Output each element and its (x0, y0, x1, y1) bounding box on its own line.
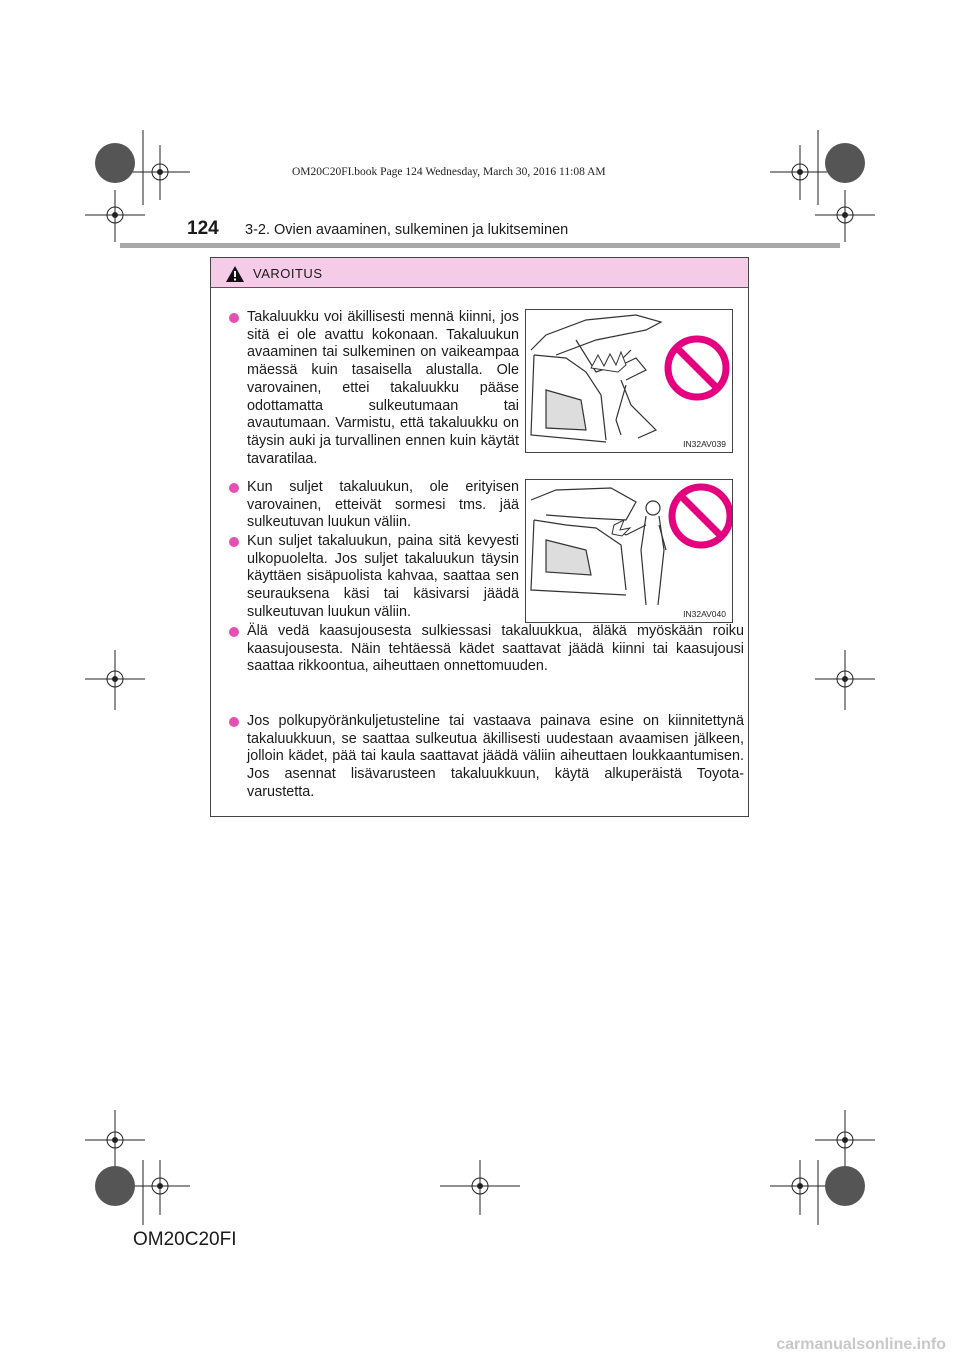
prohibited-icon (668, 339, 726, 397)
warning-item-text: Takaluukku voi äkillisesti mennä kiinni, jos sitä ei ole avattu kokonaan. Takaluukun avaaminen tai sulkeminen on vaikeampaa mäessä kuin tasaisella alustalla. Ole varovainen, ettei takaluukku pääse odottamatta sulkeutumaan tai avautumaan. Varmistu, että takaluukku on täysin auki ja turvallinen ennen kuin käytät tavaratilaa. (247, 309, 519, 467)
warning-header (211, 258, 748, 288)
figure-tailgate-push (525, 479, 733, 623)
warning-item-text: Kun suljet takaluukun, ole erityisen varovainen, etteivät sormesi tms. jää sulkeutuvan luukun väliin. (247, 479, 519, 531)
bullet-icon (229, 717, 239, 727)
section-title: 3-2. Ovien avaaminen, sulkeminen ja lukitseminen (245, 222, 569, 238)
bullet-icon (229, 483, 239, 493)
bullet-icon (229, 537, 239, 547)
prohibited-icon (672, 487, 730, 545)
figure-label: IN32AV040 (683, 609, 726, 619)
warning-triangle-icon (225, 265, 245, 283)
warning-item-text: Kun suljet takaluukun, paina sitä kevyesti ulkopuolelta. Jos suljet takaluukun täysin käyttäen sisäpuolista kahvaa, saattaa sen seurauksena käsi tai käsivarsi jäädä sulkeutuvan luukun väliin. (247, 533, 519, 620)
bullet-icon (229, 313, 239, 323)
watermark: carmanualsonline.info (776, 1336, 946, 1353)
warning-item-text: Jos polkupyöränkuljetusteline tai vastaava painava esine on kiinnitettynä takaluukkuun, se saattaa sulkeutua äkillisesti uudestaan avaamisen jälkeen, jolloin kädet, pää tai kaula saattavat jäädä väliin aiheuttaen loukkaantumisen. Jos asennat lisävarusteen takaluukkuun, käytä alkuperäistä Toyota-varustetta. (247, 713, 744, 800)
print-info: OM20C20FI.book Page 124 Wednesday, March 30, 2016 11:08 AM (292, 166, 606, 178)
warning-box (210, 257, 749, 817)
figure-label: IN32AV039 (683, 439, 726, 449)
tailgate-illustration-1 (526, 310, 732, 452)
warning-title: VAROITUS (253, 266, 323, 281)
document-code: OM20C20FI (133, 1229, 237, 1250)
warning-item-text: Älä vedä kaasujousesta sulkiessasi takaluukkua, äläkä myöskään roiku kaasujousesta. Näin tehtäessä kädet saattavat jäädä kiinni tai kaasujousi saattaa rikkoontua, aiheuttaen onnettomuuden. (247, 623, 744, 675)
tailgate-illustration-2 (526, 480, 732, 622)
bullet-icon (229, 627, 239, 637)
header-rule (120, 243, 840, 248)
figure-tailgate-closing (525, 309, 733, 453)
page-number: 124 (187, 218, 219, 239)
